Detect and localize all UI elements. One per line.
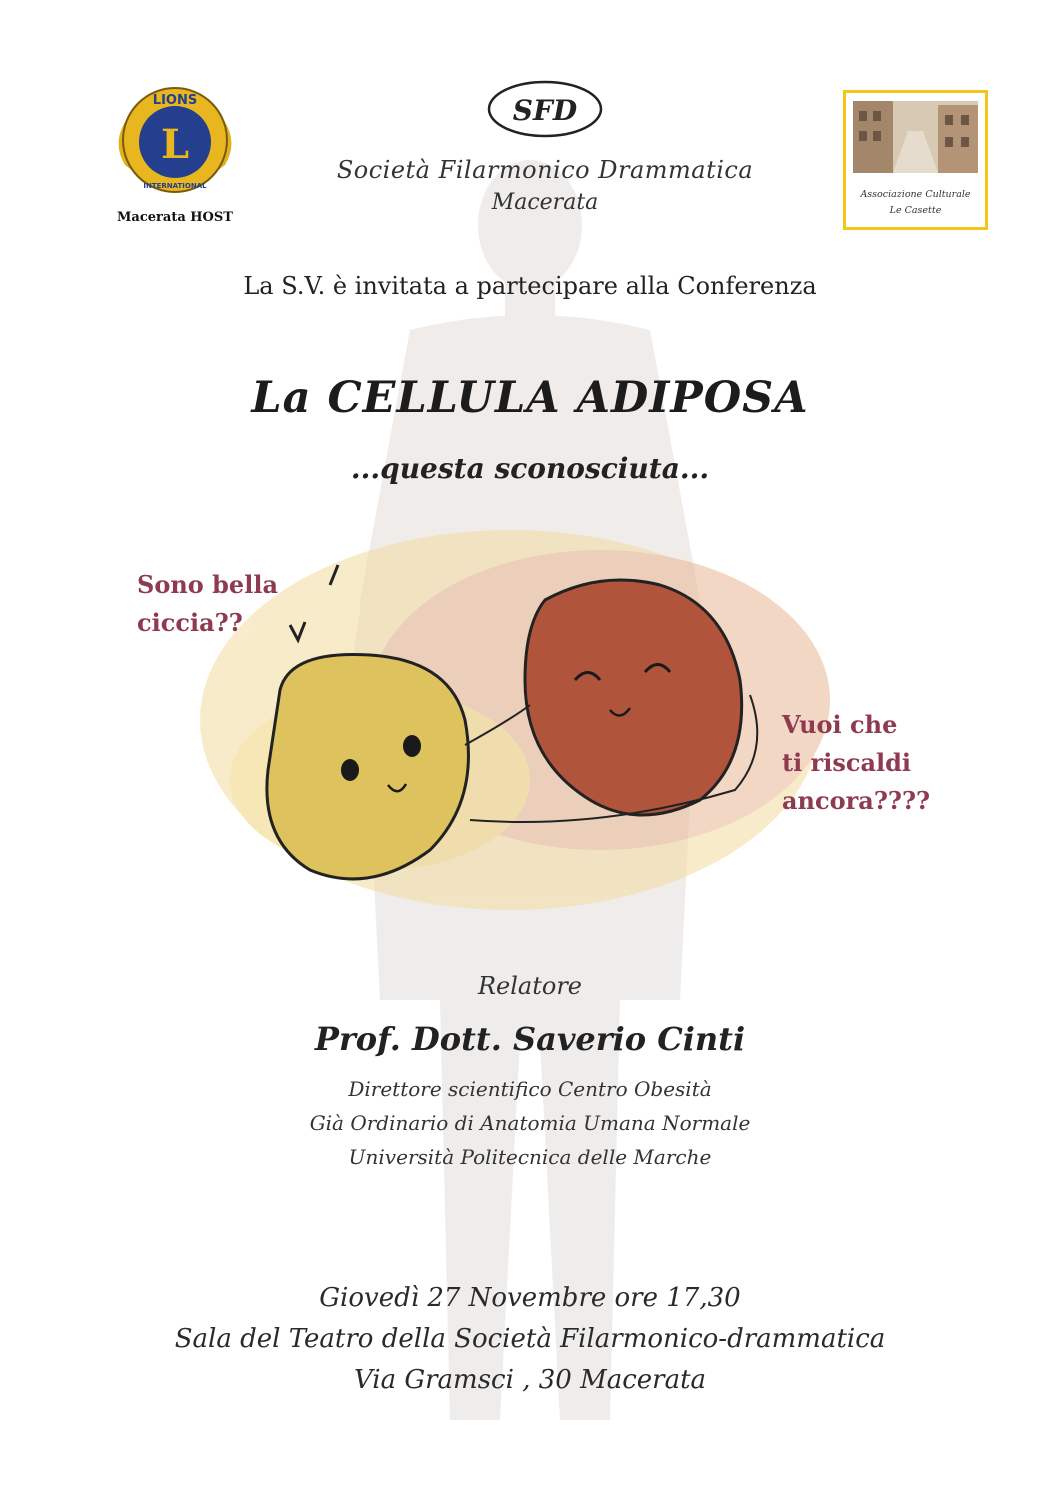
event-address: Via Gramsci , 30 Macerata <box>353 1365 707 1395</box>
bubble-right-line3: ancora???? <box>782 786 931 815</box>
sfd-name: Società Filarmonico Drammatica <box>336 156 754 184</box>
bubble-right-line2: ti riscaldi <box>782 748 912 777</box>
event-details <box>0 1278 1060 1401</box>
sfd-logo <box>330 78 760 228</box>
speaker-role-3: Università Politecnica delle Marche <box>348 1145 712 1169</box>
street-photo-icon <box>853 101 978 173</box>
speech-bubble-right <box>782 706 930 820</box>
sfd-monogram: SFD <box>512 94 578 127</box>
bubble-right-line1: Vuoi che <box>782 710 898 739</box>
speaker-role-1: Direttore scientifico Centro Obesità <box>348 1077 712 1101</box>
lions-club-logo <box>100 70 250 230</box>
lions-caption: Macerata HOST <box>117 210 233 225</box>
fat-cells-illustration <box>180 500 880 920</box>
speech-bubble-left <box>137 566 278 642</box>
conference-subtitle: ...questa sconosciuta... <box>350 452 710 485</box>
invite-text: La S.V. è invitata a partecipare alla Conferenza <box>243 272 817 300</box>
lions-ring-top: LIONS <box>152 93 198 108</box>
event-venue: Sala del Teatro della Società Filarmonico-drammatica <box>174 1324 886 1354</box>
speaker-label: Relatore <box>477 972 583 1000</box>
lions-ring-bottom: INTERNATIONAL <box>143 182 207 190</box>
lions-letter: L <box>160 121 190 168</box>
bubble-left-line1: Sono bella <box>137 570 278 599</box>
casette-line2: Le Casette <box>889 205 942 216</box>
sfd-city: Macerata <box>491 190 599 215</box>
lions-emblem-icon <box>105 70 245 205</box>
speaker-name: Prof. Dott. Saverio Cinti <box>314 1020 746 1058</box>
speaker-roles <box>0 1072 1060 1174</box>
sfd-monogram-icon <box>485 78 605 140</box>
casette-line1: Associazione Culturale <box>860 189 971 200</box>
conference-title: La CELLULA ADIPOSA <box>251 373 809 423</box>
speaker-role-2: Già Ordinario di Anatomia Umana Normale <box>309 1111 751 1135</box>
event-date: Giovedì 27 Novembre ore 17,30 <box>319 1283 741 1313</box>
bubble-left-line2: ciccia?? <box>137 608 243 637</box>
casette-logo <box>843 90 988 230</box>
